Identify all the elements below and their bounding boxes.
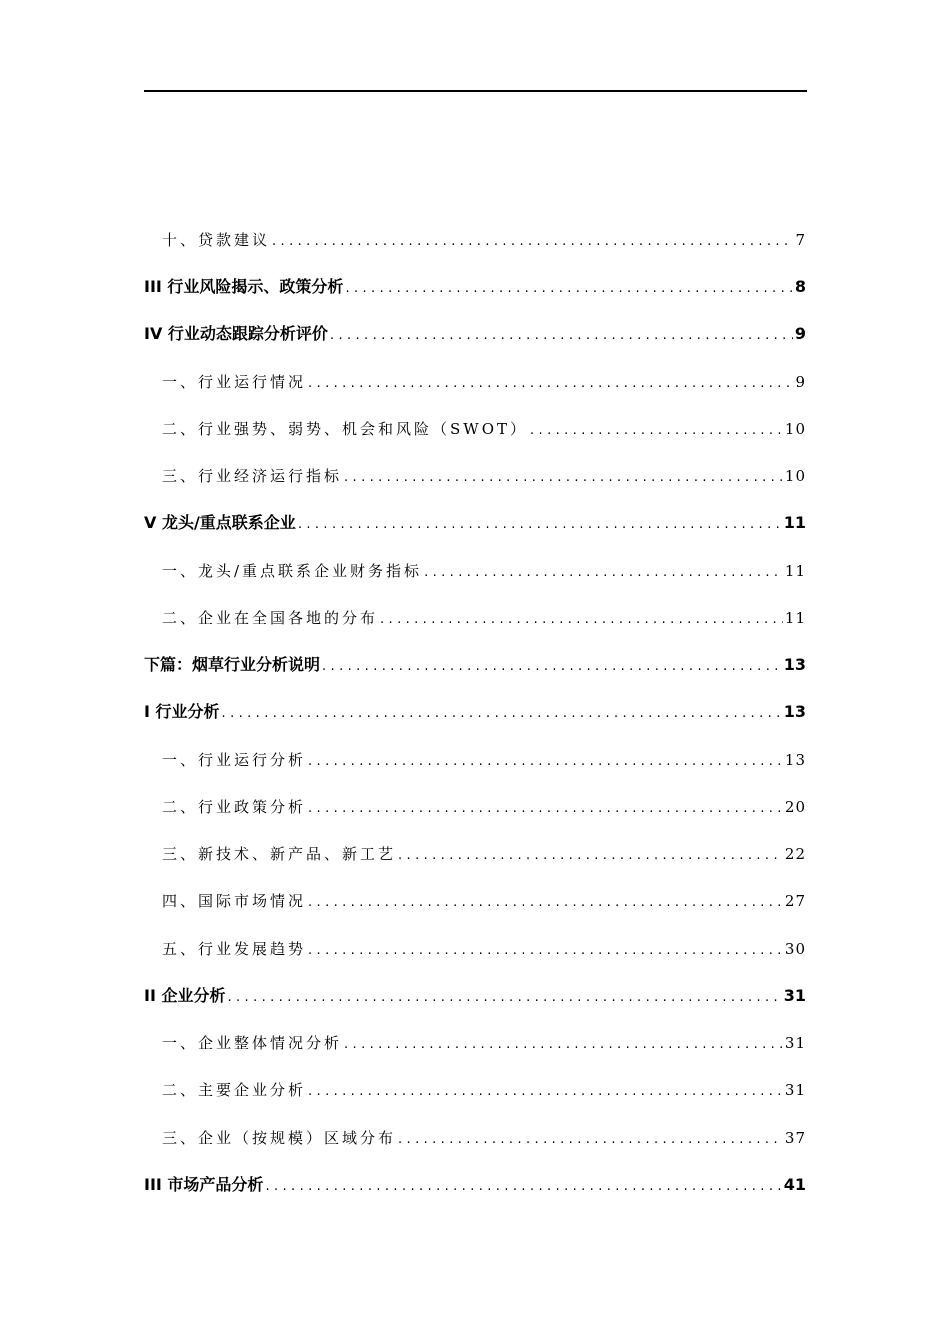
toc-entry[interactable] <box>144 275 806 299</box>
toc-entry-title: 五、行业发展趋势 <box>162 940 307 958</box>
toc-leader-dots <box>330 324 793 348</box>
toc-entry[interactable] <box>162 464 806 488</box>
toc-entry[interactable] <box>162 889 806 913</box>
toc-page-number: 31 <box>783 986 806 1005</box>
toc-entry[interactable] <box>144 653 806 677</box>
toc-leader-dots <box>227 986 781 1010</box>
toc-leader-dots <box>344 466 783 490</box>
toc-page-number: 30 <box>784 940 806 958</box>
toc-entry[interactable] <box>162 748 806 772</box>
toc-page-number: 22 <box>784 845 806 863</box>
toc-page-number: 13 <box>783 655 806 674</box>
toc-entry[interactable] <box>162 1031 806 1055</box>
toc-entry[interactable] <box>144 1173 806 1197</box>
toc-leader-dots <box>308 372 793 396</box>
toc-entry-title: 三、企业（按规模）区域分布 <box>162 1129 397 1147</box>
toc-entry-title: III 市场产品分析 <box>144 1175 264 1194</box>
toc-entry-title: III 行业风险揭示、政策分析 <box>144 277 344 296</box>
toc-entry[interactable] <box>144 984 806 1008</box>
toc-entry[interactable] <box>144 322 806 346</box>
toc-leader-dots <box>272 230 793 254</box>
toc-entry-title: I 行业分析 <box>144 702 220 721</box>
toc-entry-title: 一、龙头/重点联系企业财务指标 <box>162 562 423 580</box>
toc-entry[interactable] <box>162 842 806 866</box>
toc-entry-title: 二、行业强势、弱势、机会和风险（SWOT） <box>162 420 528 438</box>
toc-page-number: 31 <box>784 1081 806 1099</box>
toc-page-number: 41 <box>783 1175 806 1194</box>
toc-leader-dots <box>308 797 783 821</box>
toc-entry-title: 一、企业整体情况分析 <box>162 1034 343 1052</box>
toc-leader-dots <box>222 702 782 726</box>
toc-entry-title: 一、行业运行情况 <box>162 373 307 391</box>
toc-page-number: 13 <box>784 751 806 769</box>
toc-entry[interactable] <box>162 370 806 394</box>
toc-page-number: 27 <box>784 892 806 910</box>
toc-leader-dots <box>298 513 782 537</box>
toc-entry-title: IV 行业动态跟踪分析评价 <box>144 324 328 343</box>
toc-entry-title: V 龙头/重点联系企业 <box>144 513 296 532</box>
toc-leader-dots <box>308 750 783 774</box>
toc-leader-dots <box>530 419 783 443</box>
toc-page-number: 11 <box>784 609 806 627</box>
toc-leader-dots <box>424 561 783 585</box>
toc-entry-title: 二、企业在全国各地的分布 <box>162 609 379 627</box>
toc-entry[interactable] <box>162 228 806 252</box>
toc-entry-title: 一、行业运行分析 <box>162 751 307 769</box>
toc-leader-dots <box>308 1080 783 1104</box>
toc-page-number: 9 <box>795 373 806 391</box>
toc-leader-dots <box>308 939 783 963</box>
toc-entry[interactable] <box>162 417 806 441</box>
toc-leader-dots <box>344 1033 783 1057</box>
toc-entry-title: 十、贷款建议 <box>162 231 271 249</box>
toc-entry-title: 四、国际市场情况 <box>162 892 307 910</box>
toc-entry[interactable] <box>162 559 806 583</box>
toc-leader-dots <box>322 655 782 679</box>
toc-entry-title: 二、主要企业分析 <box>162 1081 307 1099</box>
toc-page-number: 37 <box>784 1129 806 1147</box>
toc-entry[interactable] <box>144 700 806 724</box>
toc-entry[interactable] <box>144 511 806 535</box>
toc-entry[interactable] <box>162 1126 806 1150</box>
header-rule <box>144 90 807 92</box>
toc-page-number: 13 <box>783 702 806 721</box>
toc-entry-title: 三、新技术、新产品、新工艺 <box>162 845 397 863</box>
toc-page-number: 7 <box>795 231 806 249</box>
toc-leader-dots <box>398 844 783 868</box>
toc-leader-dots <box>380 608 783 632</box>
toc-entry-title: II 企业分析 <box>144 986 226 1005</box>
toc-entry[interactable] <box>162 795 806 819</box>
toc-entry-title: 下篇：烟草行业分析说明 <box>144 655 321 674</box>
toc-entry-title: 二、行业政策分析 <box>162 798 307 816</box>
toc-page-number: 10 <box>784 467 806 485</box>
toc-entry[interactable] <box>162 606 806 630</box>
toc-leader-dots <box>308 891 783 915</box>
toc-page-number: 10 <box>784 420 806 438</box>
toc-leader-dots <box>345 277 792 301</box>
toc-page-number: 9 <box>794 324 806 343</box>
toc-page-number: 20 <box>784 798 806 816</box>
toc-leader-dots <box>398 1128 783 1152</box>
toc-page-number: 11 <box>783 513 806 532</box>
toc-page-number: 31 <box>784 1034 806 1052</box>
toc-page-number: 8 <box>794 277 806 296</box>
toc-entry[interactable] <box>162 937 806 961</box>
toc-page-number: 11 <box>784 562 806 580</box>
toc-entry-title: 三、行业经济运行指标 <box>162 467 343 485</box>
toc-entry[interactable] <box>162 1078 806 1102</box>
toc-leader-dots <box>265 1175 781 1199</box>
